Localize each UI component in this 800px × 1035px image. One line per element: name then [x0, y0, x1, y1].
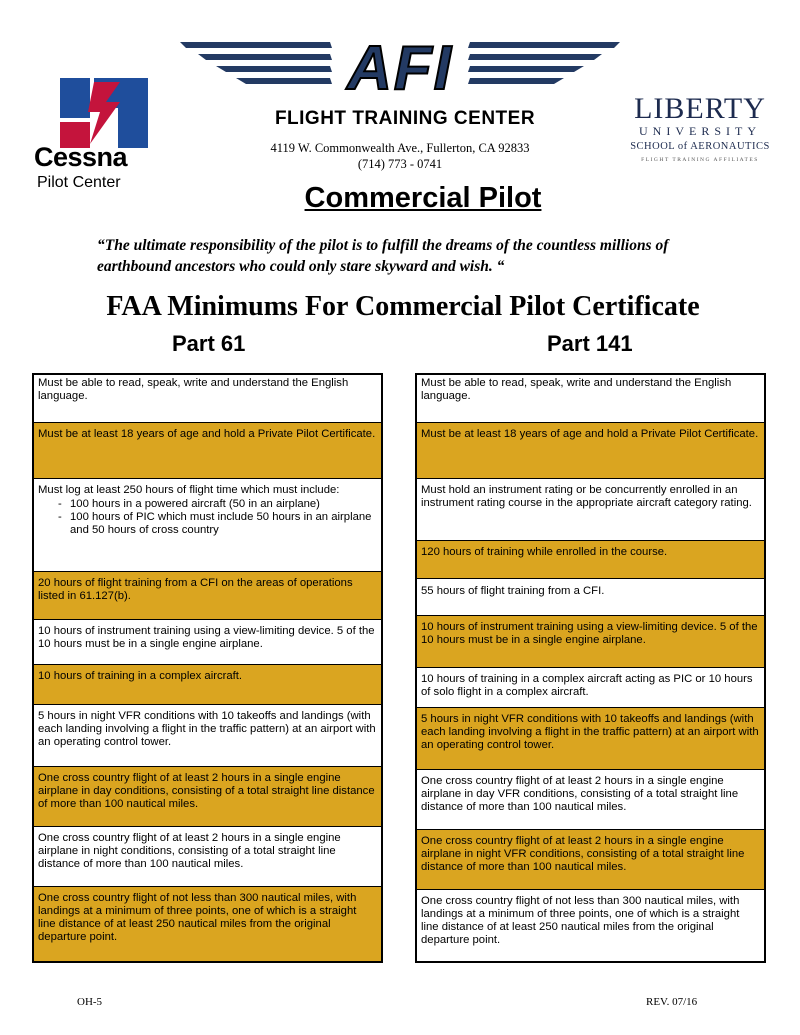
part141-row: Must hold an instrument rating or be concurrently enrolled in an instrument rating course in the appropriate aircraft category rating.: [417, 479, 764, 541]
liberty-university: UNIVERSITY: [639, 124, 761, 138]
cessna-name: Cessna: [34, 142, 128, 172]
part61-hours-list: [38, 498, 377, 537]
quote: “The ultimate responsibility of the pilot is to fulfill the dreams of the countless millions of earthbound ancestors who could only stare skyward and wish. “: [97, 237, 669, 275]
part61-row: Must be at least 18 years of age and hold a Private Pilot Certificate.: [34, 423, 381, 479]
part61-row: Must be able to read, speak, write and understand the English language.: [34, 375, 381, 423]
part61-row: 5 hours in night VFR conditions with 10 takeoffs and landings (with each landing involving a flight in the traffic pattern) at an airport with an operating control tower.: [34, 705, 381, 767]
liberty-school: SCHOOL of AERONAUTICS: [630, 141, 770, 152]
part61-row: One cross country flight of at least 2 hours in a single engine airplane in night conditions, consisting of a total straight line distance of more than 100 nautical miles.: [34, 827, 381, 887]
part61-row: 10 hours of training in a complex aircraft.: [34, 665, 381, 705]
liberty-logo: [620, 94, 780, 174]
afi-wordmark: AFI: [347, 34, 453, 103]
part141-row: One cross country flight of at least 2 hours in a single engine airplane in day VFR conditions, consisting of a total straight line distance of more than 100 nautical miles.: [417, 770, 764, 830]
part61-row: One cross country flight of at least 2 hours in a single engine airplane in day conditions, consisting of a total straight line distance of more than 100 nautical miles.: [34, 767, 381, 827]
part141-row: Must be at least 18 years of age and hold a Private Pilot Certificate.: [417, 423, 764, 479]
part141-row: 10 hours of instrument training using a view-limiting device. 5 of the 10 hours must be in a single engine airplane.: [417, 616, 764, 668]
part141-row: 5 hours in night VFR conditions with 10 takeoffs and landings (with each landing involving a flight in the traffic pattern) at an airport with an operating control tower.: [417, 708, 764, 770]
phone-number: (714) 773 - 0741: [357, 157, 443, 171]
part141-row: 120 hours of training while enrolled in the course.: [417, 541, 764, 579]
part61-table: [32, 373, 383, 963]
part61-heading: Part 61: [172, 331, 246, 356]
page-title: Commercial Pilot: [304, 182, 542, 214]
part61-row: 20 hours of flight training from a CFI on the areas of operations listed in 61.127(b).: [34, 572, 381, 620]
part141-row: One cross country flight of not less than 300 nautical miles, with landings at a minimum of three points, one of which is a straight line distance of at least 250 nautical miles from the original departure point.: [421, 895, 740, 946]
part141-heading: Part 141: [547, 331, 633, 356]
afi-subtitle: FLIGHT TRAINING CENTER: [274, 108, 536, 129]
form-code: OH-5: [77, 996, 103, 1008]
part141-row: 10 hours of training in a complex aircraft acting as PIC or 10 hours of solo flight in a complex aircraft.: [417, 668, 764, 708]
revision-date: REV. 07/16: [646, 996, 698, 1008]
part61-row: Must log at least 250 hours of flight time which must include: - 100 hours in a powered aircraft (50 in an airplane) - 100 hours of PIC which must include 50 hours in an airplane and 50 hours of cross country: [34, 479, 381, 572]
section-subtitle: FAA Minimums For Commercial Pilot Certificate: [106, 291, 700, 322]
part61-row: 10 hours of instrument training using a view-limiting device. 5 of the 10 hours must be in a single engine airplane.: [34, 620, 381, 665]
part141-table: [415, 373, 766, 963]
part61-row: One cross country flight of not less than 300 nautical miles, with landings at a minimum of three points, one of which is a straight line distance of at least 250 nautical miles from the original departure point.: [34, 887, 381, 961]
list-item: - 100 hours of PIC which must include 50 hours in an airplane and 50 hours of cross country: [52, 511, 377, 537]
cessna-mark-icon: [60, 78, 148, 148]
part141-row: Must be able to read, speak, write and understand the English language.: [417, 375, 764, 423]
address-line: 4119 W. Commonwealth Ave., Fullerton, CA 92833: [270, 141, 530, 155]
list-item: - 100 hours in a powered aircraft (50 in an airplane): [52, 498, 377, 511]
cessna-subtitle: Pilot Center: [37, 174, 121, 191]
address-block: [220, 140, 580, 172]
part141-row: 55 hours of flight training from a CFI.: [417, 579, 764, 616]
part141-row: One cross country flight of at least 2 hours in a single engine airplane in night VFR conditions, consisting of a total straight line distance of more than 100 nautical miles.: [417, 830, 764, 890]
liberty-affiliates: FLIGHT TRAINING AFFILIATES: [641, 157, 759, 163]
cessna-logo: [32, 74, 157, 199]
liberty-title: LIBERTY: [634, 92, 766, 125]
